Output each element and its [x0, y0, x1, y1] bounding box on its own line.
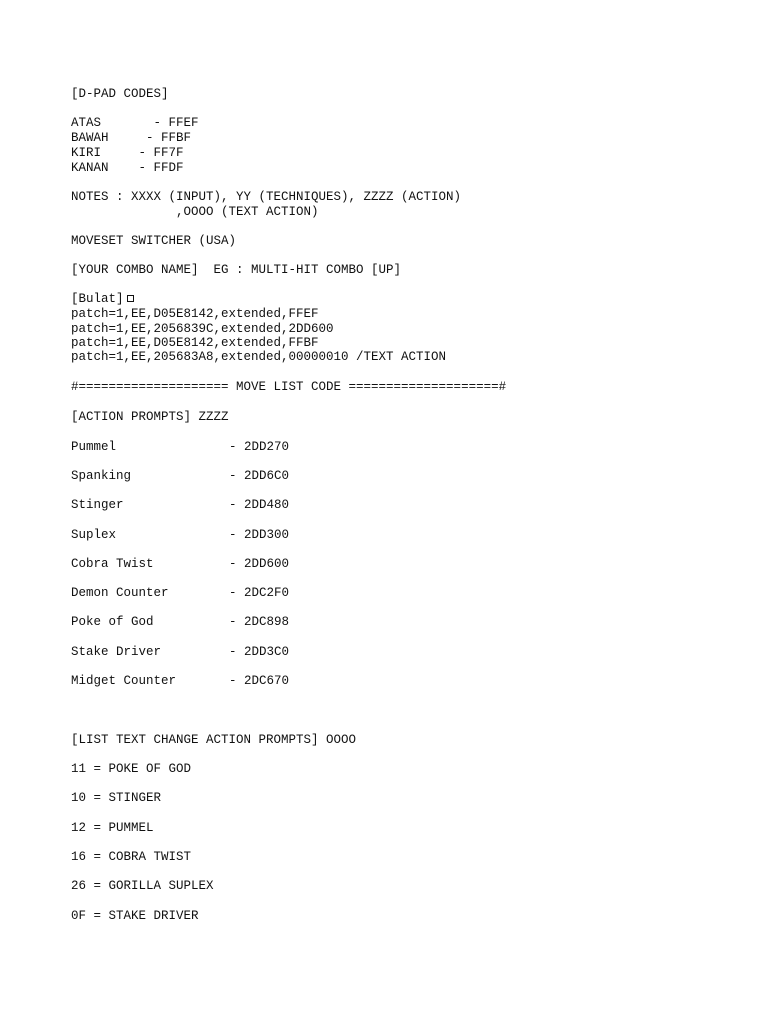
action-name: Demon Counter [71, 586, 169, 600]
text-change-item: 26 = GORILLA SUPLEX [71, 879, 214, 893]
dpad-code-kanan: KANAN - FFDF [71, 161, 184, 175]
dpad-code-bawah: BAWAH - FFBF [71, 131, 192, 145]
action-code: - 2DD270 [229, 440, 290, 454]
bulat-title: [Bulat] [71, 292, 124, 306]
dpad-code-atas: ATAS - FFEF [71, 116, 199, 130]
action-name: Cobra Twist [71, 557, 154, 571]
text-change-item: 11 = POKE OF GOD [71, 762, 192, 776]
patch-line: patch=1,EE,205683A8,extended,00000010 /TEXT ACTION [71, 350, 447, 364]
action-name: Stinger [71, 498, 124, 512]
action-code: - 2DC898 [229, 615, 290, 629]
patch-line: patch=1,EE,2056839C,extended,2DD600 [71, 322, 334, 336]
box-glyph-icon [127, 295, 134, 302]
text-change-item: 10 = STINGER [71, 791, 162, 805]
action-code: - 2DD6C0 [229, 469, 290, 483]
action-name: Midget Counter [71, 674, 177, 688]
action-code: - 2DD600 [229, 557, 290, 571]
action-code: - 2DD300 [229, 528, 290, 542]
patch-line: patch=1,EE,D05E8142,extended,FFBF [71, 336, 319, 350]
notes-line-1: NOTES : XXXX (INPUT), YY (TECHNIQUES), ZZZZ (ACTION) [71, 190, 462, 204]
bulat-heading [71, 292, 134, 307]
action-code: - 2DC2F0 [229, 586, 290, 600]
notes-line-2: ,OOOO (TEXT ACTION) [71, 205, 319, 219]
action-code: - 2DD480 [229, 498, 290, 512]
text-change-heading: [LIST TEXT CHANGE ACTION PROMPTS] OOOO [71, 733, 357, 747]
action-prompts-heading: [ACTION PROMPTS] ZZZZ [71, 410, 229, 424]
action-code: - 2DD3C0 [229, 645, 290, 659]
action-name: Suplex [71, 528, 117, 542]
action-name: Spanking [71, 469, 132, 483]
combo-name-example: [YOUR COMBO NAME] EG : MULTI-HIT COMBO [UP] [71, 263, 402, 277]
text-change-item: 12 = PUMMEL [71, 821, 154, 835]
text-change-item: 0F = STAKE DRIVER [71, 909, 199, 923]
move-list-divider: #==================== MOVE LIST CODE ====================# [71, 380, 507, 394]
action-name: Stake Driver [71, 645, 162, 659]
action-name: Poke of God [71, 615, 154, 629]
text-change-item: 16 = COBRA TWIST [71, 850, 192, 864]
patch-line: patch=1,EE,D05E8142,extended,FFEF [71, 307, 319, 321]
action-code: - 2DC670 [229, 674, 290, 688]
dpad-codes-heading: [D-PAD CODES] [71, 87, 169, 101]
action-name: Pummel [71, 440, 117, 454]
dpad-code-kiri: KIRI - FF7F [71, 146, 184, 160]
moveset-switcher-title: MOVESET SWITCHER (USA) [71, 234, 237, 248]
